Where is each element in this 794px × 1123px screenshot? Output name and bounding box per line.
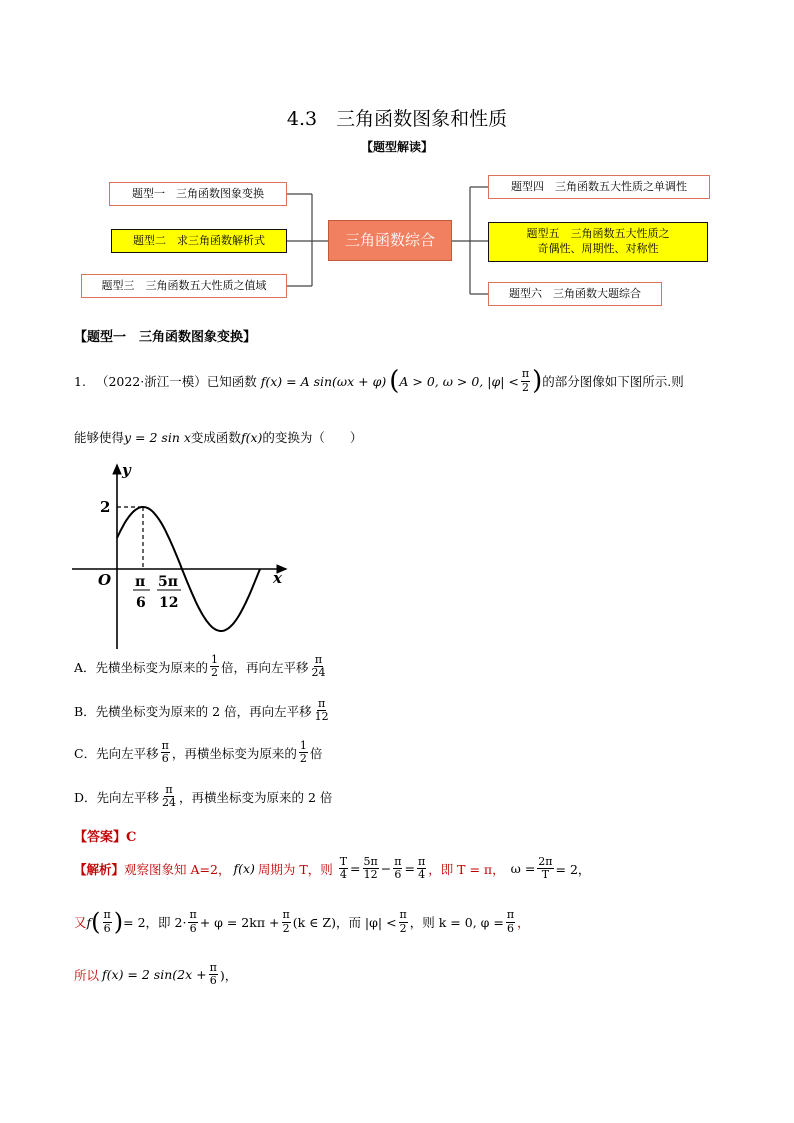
page-title: 4.3 三角函数图象和性质 (286, 108, 508, 130)
a1-text-c: 周期为 T，则 (257, 861, 333, 877)
y-label: y (122, 461, 131, 479)
analysis-label: 【解析】 (74, 861, 125, 877)
frac-num: π (521, 367, 530, 381)
section-title: 【题型一 三角函数图象变换】 (74, 330, 257, 345)
frac-den: 6 (161, 752, 169, 766)
a2-f: f (86, 914, 92, 930)
frac-den: 12 (314, 710, 329, 724)
frac-num: π (189, 908, 197, 922)
mindmap-center: 三角函数综合 (328, 220, 452, 261)
sine-graph (68, 455, 298, 651)
question-line2 (74, 428, 362, 446)
tick1-num: π (135, 574, 146, 590)
option-d-post: ，再横坐标变为原来的 2 倍 (179, 789, 333, 805)
question-function: f(x) = A sin(ωx + φ) (260, 373, 387, 389)
frac-num: π (165, 783, 173, 796)
option-a (74, 654, 329, 679)
a2-text-e: (k ∈ Z)，而 |φ| < (292, 915, 397, 930)
question-source: （2022·浙江一模）已知函数 (95, 374, 257, 389)
frac-den: 2 (211, 666, 219, 680)
mindmap-type5 (488, 222, 708, 262)
a1-text-f: = 2， (555, 861, 591, 877)
a2-text-d: + φ = 2kπ + (199, 914, 280, 930)
tick2-den: 12 (159, 595, 179, 611)
analysis-line3 (74, 962, 237, 987)
option-c-frac1 (161, 740, 170, 765)
answer-label: 【答案】 (74, 830, 127, 845)
frac-den: 6 (506, 921, 514, 935)
analysis-line1 (74, 856, 590, 881)
frac-den: 2 (282, 921, 290, 935)
eq: = (404, 861, 415, 877)
frac-den: 6 (209, 974, 217, 988)
a3-text-c: )， (219, 967, 238, 983)
eq: = (350, 861, 361, 877)
paren-close: ) (113, 908, 124, 936)
analysis-line2 (74, 908, 530, 936)
a2-text-a: 又 (74, 915, 87, 930)
origin-label: O (98, 571, 112, 589)
option-a-pre: A．先横坐标变为原来的 (74, 659, 209, 675)
frac-den: 4 (339, 868, 347, 882)
mindmap-type4: 题型四 三角函数五大性质之单调性 (488, 175, 710, 199)
frac-num: π (282, 908, 290, 922)
frac-den: 2 (521, 380, 529, 394)
a2-text-c: = 2，即 2· (123, 915, 187, 930)
frac-num: π (209, 961, 217, 974)
frac-den: 6 (189, 921, 197, 935)
a1-text-a: 观察图象知 A=2， (124, 861, 231, 877)
question-line1 (74, 366, 684, 396)
frac-num: 5π (363, 855, 378, 868)
frac-num: π (394, 855, 402, 868)
q2-text-c: 变成函数 (190, 430, 241, 445)
q2-formula: y = 2 sin x (124, 430, 191, 445)
frac-den: 24 (311, 666, 326, 680)
frac-den: 24 (162, 796, 177, 810)
option-a-mid: 倍，再向左平移 (221, 659, 309, 675)
frac-num: π (103, 908, 111, 922)
answer (74, 826, 136, 845)
mindmap-type1: 题型一 三角函数图象变换 (109, 182, 287, 206)
option-c-frac2 (299, 740, 308, 765)
paren-close: ) (532, 366, 543, 396)
frac-den: T (541, 868, 550, 882)
mindmap-type2: 题型二 求三角函数解析式 (111, 229, 287, 253)
frac-num: 1 (299, 739, 307, 752)
x-label: x (273, 569, 282, 587)
paren-open: ( (91, 908, 101, 936)
option-c (74, 740, 322, 765)
question-condition: A > 0, ω > 0, |φ| < (399, 373, 519, 389)
q2-text-a: 能够使得 (74, 430, 125, 445)
a1-equation (337, 856, 429, 881)
frac-den: 6 (394, 868, 402, 882)
question-fraction (521, 368, 530, 393)
paren-open: ( (389, 366, 400, 396)
a3-formula: f(x) = 2 sin(2x + (102, 967, 207, 983)
question-tail: 的部分图像如下图所示.则 (542, 374, 684, 389)
option-d (74, 784, 332, 809)
option-a-frac1 (210, 654, 219, 679)
section-subtitle: 【题型解读】 (360, 140, 433, 154)
option-c-pre: C．先向左平移 (74, 745, 159, 761)
frac-den: 2 (399, 921, 407, 935)
frac-num: π (417, 855, 426, 868)
q2-fx: f(x) (240, 430, 263, 445)
frac-den: 6 (103, 921, 111, 935)
frac-den: 2 (299, 752, 307, 766)
option-b-pre: B．先横坐标变为原来的 2 倍，再向左平移 (74, 703, 312, 719)
tick1-den: 6 (136, 595, 146, 611)
minus: − (380, 861, 392, 877)
q2-text-e: 的变换为（ ） (262, 430, 363, 445)
option-a-frac2 (311, 654, 327, 679)
frac-den: 4 (418, 868, 426, 882)
frac-num: T (339, 855, 348, 868)
mindmap-type3: 题型三 三角函数五大性质之值域 (81, 274, 287, 298)
a2-text-g: ， (517, 915, 530, 930)
frac-num: π (161, 739, 169, 752)
option-b-frac (314, 698, 330, 723)
option-c-post: 倍 (309, 745, 323, 761)
frac-den: 12 (363, 868, 378, 882)
mindmap-type5-line2: 奇偶性、周期性、对称性 (537, 241, 659, 255)
answer-value: C (126, 830, 137, 845)
option-d-frac (161, 784, 177, 809)
mindmap-type5-line1: 题型五 三角函数五大性质之 (526, 227, 670, 240)
frac-num: 2π (538, 855, 553, 868)
option-c-mid: ，再横坐标变为原来的 (171, 745, 297, 761)
a1-omega: ω = (510, 861, 536, 877)
option-b (74, 698, 332, 723)
frac-num: 1 (211, 653, 219, 666)
tick2-num: 5π (158, 574, 178, 590)
frac-num: π (399, 908, 407, 922)
frac-num: π (314, 653, 323, 666)
a2-text-f: ，则 k = 0, φ = (409, 915, 504, 930)
a1-text-d: ，即 T = π， (428, 861, 505, 877)
ymax-label: 2 (100, 498, 111, 516)
option-d-pre: D．先向左平移 (74, 789, 160, 805)
question-number: 1. (74, 373, 86, 389)
mindmap-type6: 题型六 三角函数大题综合 (488, 282, 662, 306)
a3-text-a: 所以 (74, 967, 100, 983)
frac-num: π (317, 697, 326, 710)
a1-fx: f(x) (233, 861, 255, 877)
frac-num: π (506, 908, 515, 922)
